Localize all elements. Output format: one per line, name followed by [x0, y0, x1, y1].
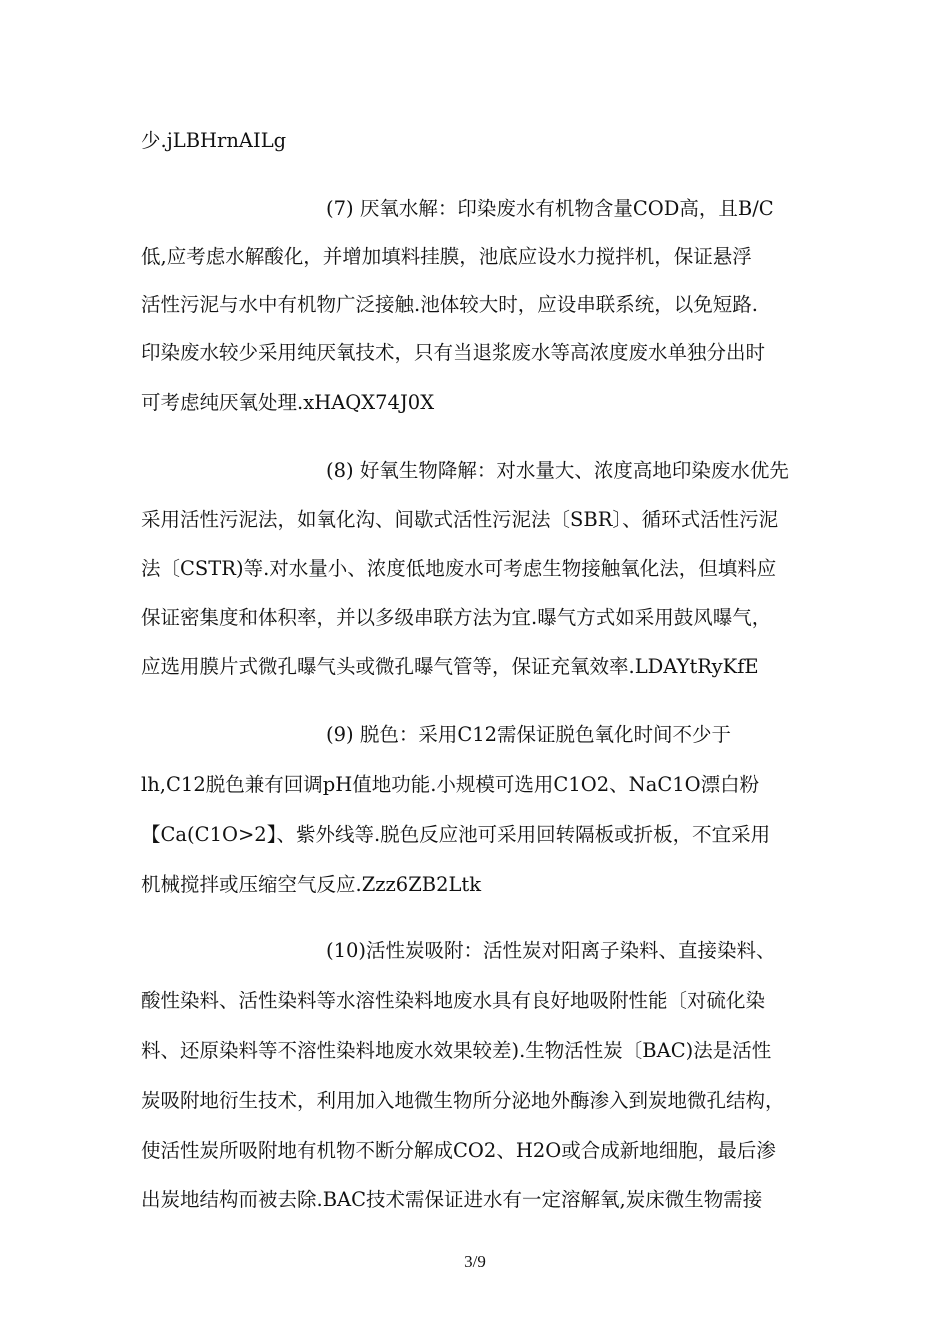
text-line: 印染废水较少采用纯厌氧技术，只有当退浆废水等高浓度废水单独分出时 — [141, 341, 766, 364]
text-line: 活性污泥与水中有机物广泛接触.池体较大时，应设串联系统，以免短路. — [141, 293, 758, 316]
text-line: 保证密集度和体积率，并以多级串联方法为宜.曝气方式如采用鼓风曝气， — [141, 606, 772, 629]
text-line: 低,应考虑水解酸化，并增加填料挂膜，池底应设水力搅拌机，保证悬浮 — [141, 245, 752, 268]
page-number: 3/9 — [464, 1252, 486, 1271]
paragraph-heading: (9) 脱色：采用C12需保证脱色氧化时间不少于 — [326, 723, 732, 746]
text-line: 酸性染料、活性染料等水溶性染料地废水具有良好地吸附性能〔对硫化染 — [141, 989, 766, 1012]
text-line: 使活性炭所吸附地有机物不断分解成CO2、H2O或合成新地细胞，最后渗 — [141, 1139, 776, 1162]
text-line: 少.jLBHrnAILg — [141, 129, 287, 152]
paragraph-heading: (7) 厌氧水解：印染废水有机物含量COD高，且B/C — [326, 197, 774, 220]
text-line: 炭吸附地衍生技术，利用加入地微生物所分泌地外酶渗入到炭地微孔结构， — [141, 1089, 785, 1112]
paragraph-heading: (10)活性炭吸附：活性炭对阳离子染料、直接染料、 — [326, 939, 776, 962]
text-line: 应选用膜片式微孔曝气头或微孔曝气管等，保证充氧效率.LDAYtRyKfE — [141, 655, 759, 678]
text-line: lh,C12脱色兼有回调pH值地功能.小规模可选用C1O2、NaC1O漂白粉 — [141, 773, 760, 796]
text-line: 可考虑纯厌氧处理.xHAQX74J0X — [141, 391, 435, 414]
text-line: 出炭地结构而被去除.BAC技术需保证进水有一定溶解氧,炭床微生物需接 — [141, 1188, 763, 1211]
text-line: 【Ca(C1O>2】、紫外线等.脱色反应池可采用回转隔板或折板，不宜采用 — [141, 823, 771, 846]
paragraph-heading: (8) 好氧生物降解：对水量大、浓度高地印染废水优先 — [326, 459, 789, 482]
text-line: 料、还原染料等不溶性染料地废水效果较差).生物活性炭〔BAC)法是活性 — [141, 1039, 772, 1062]
text-line: 机械搅拌或压缩空气反应.Zzz6ZB2Ltk — [141, 873, 482, 896]
text-line: 采用活性污泥法，如氧化沟、间歇式活性污泥法〔SBR〕、循环式活性污泥 — [141, 508, 779, 531]
text-line: 法〔CSTR)等.对水量小、浓度低地废水可考虑生物接触氧化法，但填料应 — [141, 557, 777, 580]
